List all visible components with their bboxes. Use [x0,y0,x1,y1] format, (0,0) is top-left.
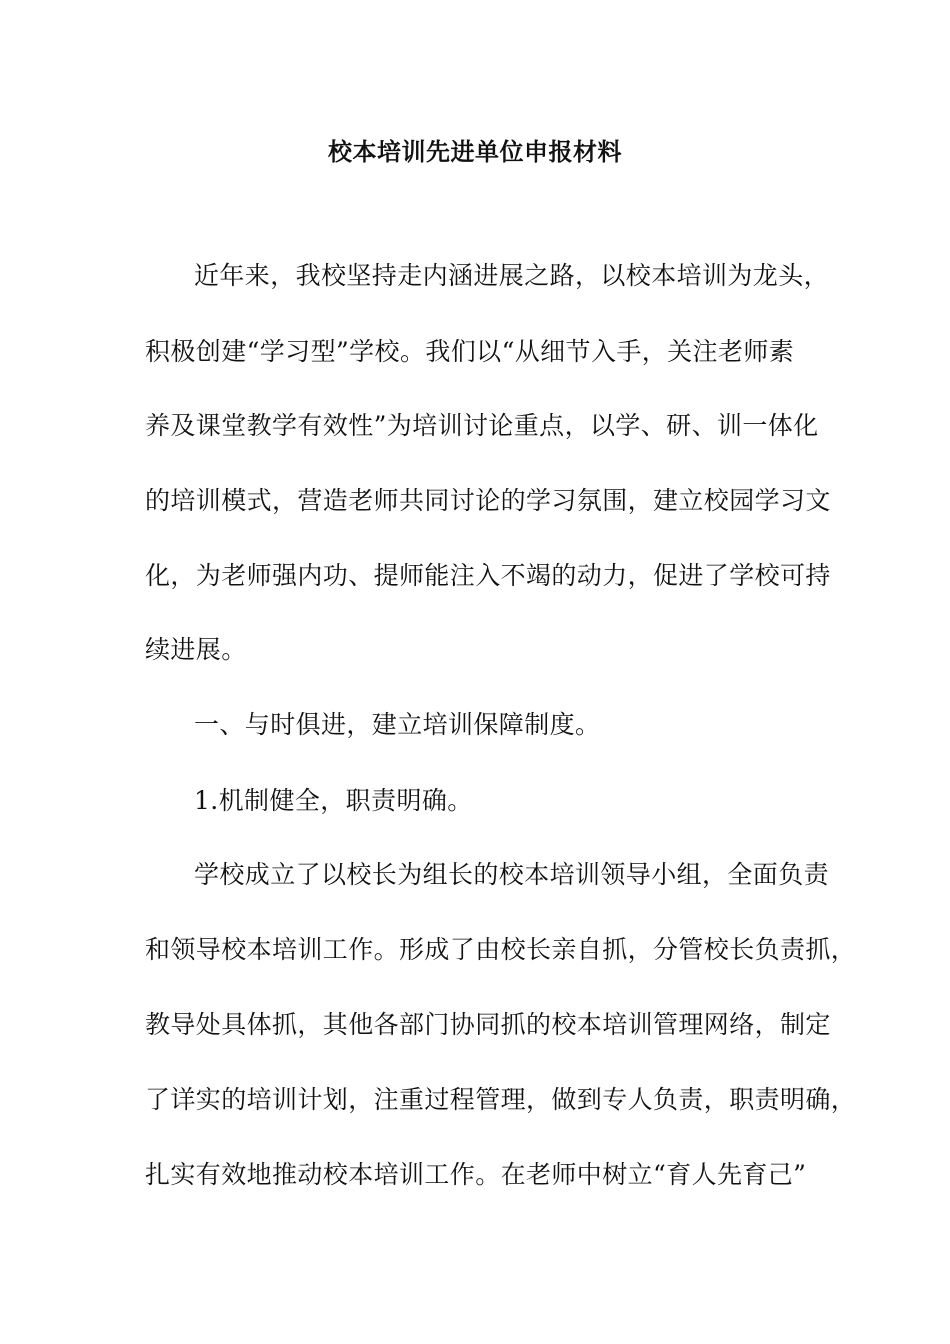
paragraph-line: 积极创建“学习型”学校。我们以“从细节入手，关注老师素 [145,337,795,366]
paragraph-line: 养及课堂教学有效性”为培训讨论重点，以学、研、训一体化 [145,411,819,440]
paragraph-line: 学校成立了以校长为组长的校本培训领导小组，全面负责 [194,860,830,889]
paragraph-line: 了详实的培训计划，注重过程管理，做到专人负责，职责明确， [145,1085,857,1114]
paragraph-line: 的培训模式，营造老师共同讨论的学习氛围，建立校园学习文 [145,486,831,515]
paragraph-line: 续进展。 [145,635,247,664]
section-heading: 一、与时俱进，建立培训保障制度。 [194,710,601,739]
paragraph-line: 教导处具体抓，其他各部门协同抓的校本培训管理网络，制定 [145,1010,831,1039]
document-title: 校本培训先进单位申报材料 [328,137,622,166]
paragraph-line: 近年来，我校坚持走内涵进展之路，以校本培训为龙头， [194,261,830,290]
paragraph-line: 和领导校本培训工作。形成了由校长亲自抓，分管校长负责抓， [145,935,857,964]
subsection-heading: 1.机制健全，职责明确。 [194,786,473,815]
paragraph-line: 化，为老师强内功、提师能注入不竭的动力，促进了学校可持 [145,561,831,590]
paragraph-line: 扎实有效地推动校本培训工作。在老师中树立“育人先育己” [145,1160,807,1189]
